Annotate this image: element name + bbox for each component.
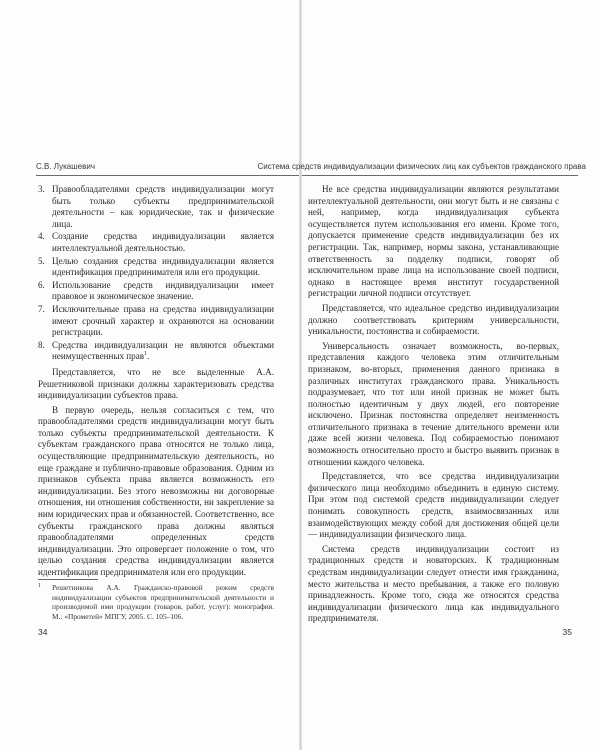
right-page-body — [308, 184, 559, 625]
list-item — [38, 231, 274, 254]
right-header-rule — [302, 175, 578, 176]
footnote-number: 1 — [38, 583, 41, 589]
body-paragraph: Представляется, что идеальное средство индивидуализации должно соответствовать критериям универсальности, уникальности, постоянства и собираемости. — [308, 302, 559, 337]
list-item-number: 4. — [38, 231, 45, 242]
left-page-body — [38, 184, 274, 579]
body-paragraph: Представляется, что все средства индивидуализации физического лица необходимо объединить в единую систему. При этом под системой средств индивидуализации следует понимать совокупность средств, взаимосвязанных или взаимодействующих между собой для достижения общей цели — индивидуализации физического лица. — [308, 471, 559, 540]
left-running-head: С.В. Лукашевич — [36, 162, 95, 171]
footnote — [38, 583, 274, 621]
body-paragraph: Система средств индивидуализации состоит из традиционных средств и новаторских. К традиционным средствам индивидуализации следует отнести имя гражданина, место жительства и место пребывания, а также его половую принадлежность. Кроме того, сюда же относятся средства индивидуализации физического лица как индивидуального предпринимателя. — [308, 543, 559, 624]
list-item: 8. Средства индивидуализации не являются объектами неимущественных прав$^1$. — [38, 339, 274, 362]
list-item-number: 6. — [38, 279, 45, 290]
left-page-number: 34 — [38, 627, 48, 637]
right-page-number: 35 — [562, 627, 572, 637]
list-item — [38, 304, 274, 339]
list-item-text: Средства индивидуализации не являются объектами неимущественных прав — [52, 339, 274, 362]
body-paragraph: Не все средства индивидуализации являются результатами интеллектуальной деятельности, они могут быть и не связаны с ней, например, когда индивидуализация субъекта осуществляется путем использования его имени. Кроме того, допускается применение средств индивидуализации без их регистрации. Так, например, нормы закона, устанавливающие ответственность за подделку подписи, говорят об исключительном праве лица на использование своей подписи, однако в настоящее время институт государственной регистрации личной подписи отсутствует. — [308, 184, 559, 299]
list-item-text: Правообладателями средств индивидуализации могут быть только субъекты предпринимательской деятельности – как юридические, так и физические лица. — [52, 184, 274, 229]
left-header-rule — [36, 175, 299, 176]
list-item-text: Исключительные права на средства индивидуализации имеют срочный характер и охраняются на основании регистрации. — [52, 303, 274, 338]
footnote-reference-mark[interactable]: 1 — [144, 351, 148, 358]
right-page — [257, 0, 600, 750]
list-item-number: 5. — [38, 255, 45, 266]
right-running-head: Система средств индивидуализации физических лиц как субъектов гражданского права — [257, 162, 586, 171]
list-item-number: 8. — [38, 339, 45, 350]
list-item — [38, 256, 274, 279]
footnote-rule — [38, 579, 98, 580]
list-item-number: 7. — [38, 303, 45, 314]
list-item — [38, 184, 274, 230]
body-paragraph: Универсальность означает возможность, во-первых, представления каждого человека этим отличительным признаком, во-вторых, применения данного признака в различных институтах гражданского права. Уникальность подразумевает, что тот или иной признак не может быть полностью идентичным у двух людей, его повторение исключено. Признак постоянства определяет неизменность отличительного признака в течение длительного времени или даже всей жизни человека. Под собираемостью понимают возможность относительно просто и быстро выявить признак в отношении каждого человека. — [308, 340, 559, 467]
list-item-text: Создание средства индивидуализации является интеллектуальной деятельностью. — [52, 231, 274, 253]
footnote-text: Решетникова А.А. Гражданско-правовой режим средств индивидуализации субъектов предпринимательской деятельности и производимой ими продукции (товаров, работ, услуг): монография. М.: «Прометей» МПГУ, 2005. С. 105–106. — [52, 583, 274, 621]
body-paragraph: В первую очередь, нельзя согласиться с тем, что правообладателями средств индивидуализации могут быть только субъекты предпринимательской деятельности. К субъектам гражданского права относятся не только лица, осуществляющие предпринимательскую деятельность, но еще граждане и публично-правовые образования. Одним из признаков субъекта права является возможность его индивидуализации. Без этого невозможны ни договорные отношения, ни отношения собственности, ни закрепление за ним юридических прав и обязанностей. Соответственно, все субъекты гражданского права должны являться правообладателями определенных средств индивидуализации. Это опровергает положение о том, что целью создания средства индивидуализации является идентификация предпринимателя или его продукции. — [38, 404, 274, 577]
list-item-text: Использование средств индивидуализации имеет правовое и экономическое значение. — [52, 279, 274, 302]
criteria-list — [38, 184, 274, 363]
list-item-text: Целью создания средства индивидуализации является идентификация предпринимателя или его продукции. — [52, 255, 274, 278]
left-page — [0, 0, 299, 750]
list-item-number: 3. — [38, 184, 45, 194]
body-paragraph: Представляется, что не все выделенные А.А. Решетниковой признаки должны характеризовать средства индивидуализации субъектов права. — [38, 366, 274, 401]
list-item — [38, 280, 274, 303]
